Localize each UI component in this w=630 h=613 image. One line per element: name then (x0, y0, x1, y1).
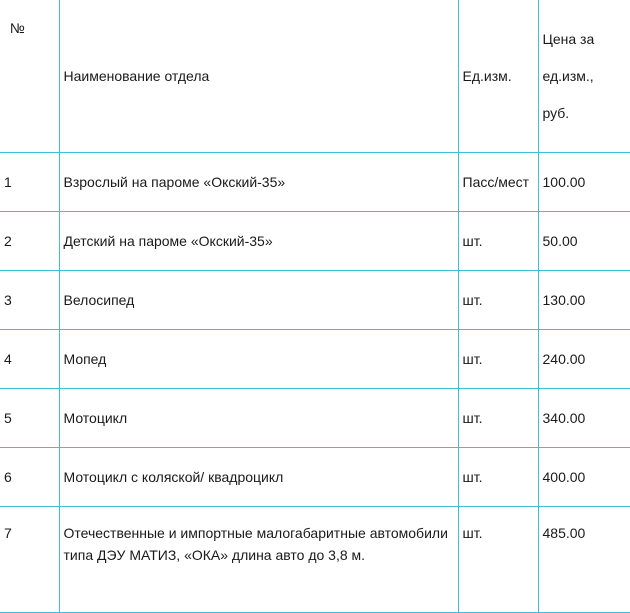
table-row (0, 153, 630, 212)
row-name: Отечественные и импортные малогабаритные автомобили типа ДЭУ МАТИЗ, «ОКА» длина авто до 3,8 м. (59, 507, 458, 613)
row-price: 485.00 (538, 507, 630, 613)
row-num: 7 (0, 507, 59, 613)
row-num: 5 (0, 389, 59, 448)
table-row (0, 389, 630, 448)
header-price-line: руб. (542, 104, 570, 121)
row-num: 2 (0, 212, 59, 271)
table-row (0, 448, 630, 507)
table-row (0, 507, 630, 613)
row-unit: шт. (458, 507, 538, 613)
header-price-line: ед.изм., (542, 67, 594, 84)
header-price-line: Цена за (542, 30, 595, 47)
table-row (0, 271, 630, 330)
row-num: 1 (0, 153, 59, 212)
row-unit: шт. (458, 271, 538, 330)
header-num: № (0, 0, 59, 153)
row-name: Мотоцикл с коляской/ квадроцикл (59, 448, 458, 507)
row-price: 130.00 (538, 271, 630, 330)
header-price (538, 0, 630, 153)
row-name: Детский на пароме «Окский-35» (59, 212, 458, 271)
row-num: 4 (0, 330, 59, 389)
row-name: Взрослый на пароме «Окский-35» (59, 153, 458, 212)
row-price: 340.00 (538, 389, 630, 448)
row-name: Велосипед (59, 271, 458, 330)
table-body (0, 153, 630, 613)
row-name: Мотоцикл (59, 389, 458, 448)
row-unit: шт. (458, 448, 538, 507)
row-price: 240.00 (538, 330, 630, 389)
row-unit: шт. (458, 212, 538, 271)
table-header (0, 0, 630, 153)
header-name: Наименование отдела (59, 0, 458, 153)
table-row (0, 212, 630, 271)
row-price: 400.00 (538, 448, 630, 507)
table-row (0, 330, 630, 389)
row-unit: шт. (458, 389, 538, 448)
header-unit: Ед.изм. (458, 0, 538, 153)
row-unit: шт. (458, 330, 538, 389)
row-price: 50.00 (538, 212, 630, 271)
row-unit: Пасс/мест (458, 153, 538, 212)
header-row (0, 0, 630, 153)
row-name: Мопед (59, 330, 458, 389)
row-num: 6 (0, 448, 59, 507)
row-price: 100.00 (538, 153, 630, 212)
row-num: 3 (0, 271, 59, 330)
